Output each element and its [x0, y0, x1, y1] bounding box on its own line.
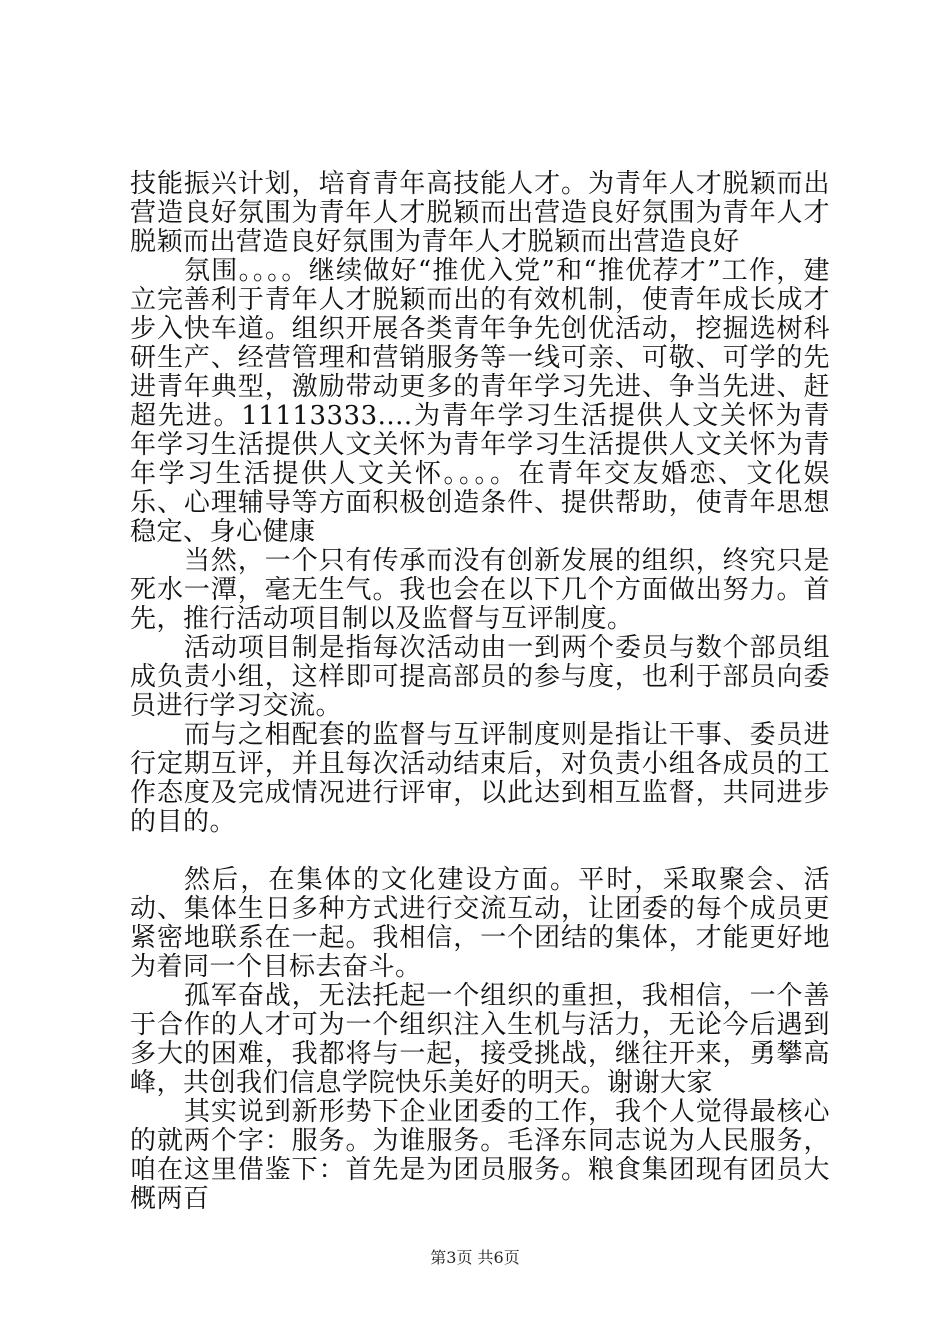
paragraph-6: 然后，在集体的文化建设方面。平时，采取聚会、活动、集体生日多种方式进行交流互动，让团委的每个成员更紧密地联系在一起。我相信，一个团结的集体，才能更好地为着同一个目标去奋斗。: [130, 865, 830, 982]
paragraph-1: 技能振兴计划，培育青年高技能人才。为青年人才脱颖而出营造良好氛围为青年人才脱颖而出营造良好氛围为青年人才脱颖而出营造良好氛围为青年人才脱颖而出营造良好: [130, 169, 830, 257]
paragraph-5: 而与之相配套的监督与互评制度则是指让干事、委员进行定期互评，并且每次活动结束后，对负责小组各成员的工作态度及完成情况进行评审，以此达到相互监督，共同进步的目的。: [130, 720, 830, 837]
page-number-footer: 第3页 共6页: [430, 1248, 520, 1267]
paragraph-4: 活动项目制是指每次活动由一到两个委员与数个部员组成负责小组，这样即可提高部员的参与度，也利于部员向委员进行学习交流。: [130, 633, 830, 721]
paragraph-8: 其实说到新形势下企业团委的工作，我个人觉得最核心的就两个字：服务。为谁服务。毛泽东同志说为人民服务，咱在这里借鉴下：首先是为团员服务。粮食集团现有团员大概两百: [130, 1097, 830, 1214]
paragraph-7: 孤军奋战，无法托起一个组织的重担，我相信，一个善于合作的人才可为一个组织注入生机与活力，无论今后遇到多大的困难，我都将与一起，接受挑战，继往开来，勇攀高峰，共创我们信息学院快乐美好的明天。谢谢大家: [130, 981, 830, 1098]
paragraph-3: 当然，一个只有传承而没有创新发展的组织，终究只是死水一潭，毫无生气。我也会在以下几个方面做出努力。首先，推行活动项目制以及监督与互评制度。: [130, 546, 830, 634]
paragraph-2: 氛围。。。。继续做好“推优入党”和“推优荐才”工作，建立完善利于青年人才脱颖而出的有效机制，使青年成长成才步入快车道。组织开展各类青年争先创优活动，挖掘选树科研生产、经营管理和营销服务等一线可亲、可敬、可学的先进青年典型，激励带动更多的青年学习先进、争当先进、赶超先进。11113333....为青年学习生活提供人文关怀为青年学习生活提供人文关怀为青年学习生活提供人文关怀为青年学习生活提供人文关怀。。。。在青年交友婚恋、文化娱乐、心理辅导等方面积极创造条件、提供帮助，使青年思想稳定、身心健康: [130, 256, 830, 547]
body-text: [130, 170, 830, 1214]
